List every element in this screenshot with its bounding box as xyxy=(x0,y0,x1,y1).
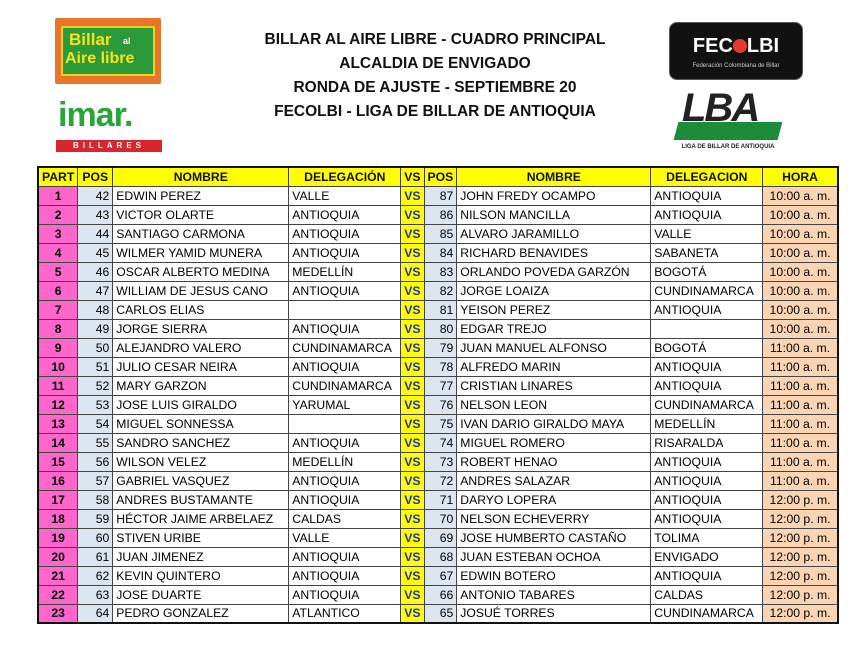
table-row xyxy=(38,604,838,623)
row-delegation1: ANTIOQUIA xyxy=(289,471,401,490)
lba-logo xyxy=(676,86,780,154)
row-name2: JOSUÉ TORRES xyxy=(457,604,651,623)
col-header-del2: DELEGACION xyxy=(651,167,763,186)
row-pos1: 48 xyxy=(78,300,113,319)
row-pos2: 73 xyxy=(424,452,457,471)
fecolbi-logo-word xyxy=(670,35,802,58)
row-delegation1 xyxy=(289,414,401,433)
row-vs: VS xyxy=(401,471,424,490)
row-delegation1: ATLANTICO xyxy=(289,604,401,623)
row-vs: VS xyxy=(401,433,424,452)
row-vs: VS xyxy=(401,319,424,338)
row-name2: DARYO LOPERA xyxy=(457,490,651,509)
row-vs: VS xyxy=(401,281,424,300)
row-pos2: 74 xyxy=(424,433,457,452)
row-vs: VS xyxy=(401,528,424,547)
row-pos1: 52 xyxy=(78,376,113,395)
row-delegation2: ANTIOQUIA xyxy=(651,509,763,528)
row-vs: VS xyxy=(401,357,424,376)
row-name2: JOHN FREDY OCAMPO xyxy=(457,186,651,205)
table-row xyxy=(38,319,838,338)
row-pos2: 87 xyxy=(424,186,457,205)
row-name1: WILSON VELEZ xyxy=(113,452,289,471)
row-delegation1: ANTIOQUIA xyxy=(289,490,401,509)
row-hora: 11:00 a. m. xyxy=(763,452,838,471)
row-pos2: 85 xyxy=(424,224,457,243)
table-row xyxy=(38,566,838,585)
row-name1: EDWIN PEREZ xyxy=(113,186,289,205)
row-pos1: 46 xyxy=(78,262,113,281)
row-part: 4 xyxy=(38,243,78,262)
row-name1: OSCAR ALBERTO MEDINA xyxy=(113,262,289,281)
row-pos1: 61 xyxy=(78,547,113,566)
row-pos2: 65 xyxy=(424,604,457,623)
row-hora: 10:00 a. m. xyxy=(763,281,838,300)
row-hora: 12:00 p. m. xyxy=(763,528,838,547)
row-delegation2: ENVIGADO xyxy=(651,547,763,566)
row-part: 16 xyxy=(38,471,78,490)
row-hora: 11:00 a. m. xyxy=(763,357,838,376)
row-pos2: 80 xyxy=(424,319,457,338)
row-delegation1: ANTIOQUIA xyxy=(289,319,401,338)
row-vs: VS xyxy=(401,300,424,319)
row-name2: JORGE LOAIZA xyxy=(457,281,651,300)
billar-logo-line2: Aire libre xyxy=(65,50,135,67)
row-name1: JOSE LUIS GIRALDO xyxy=(113,395,289,414)
row-name1: CARLOS ELIAS xyxy=(113,300,289,319)
row-delegation2: MEDELLÍN xyxy=(651,414,763,433)
row-name2: IVAN DARIO GIRALDO MAYA xyxy=(457,414,651,433)
row-vs: VS xyxy=(401,490,424,509)
row-delegation1: ANTIOQUIA xyxy=(289,547,401,566)
imar-logo-sub: BILLARES xyxy=(56,140,162,152)
row-pos2: 69 xyxy=(424,528,457,547)
row-part: 2 xyxy=(38,205,78,224)
row-pos2: 78 xyxy=(424,357,457,376)
row-name1: WILLIAM DE JESUS CANO xyxy=(113,281,289,300)
row-name1: ANDRES BUSTAMANTE xyxy=(113,490,289,509)
col-header-hora: HORA xyxy=(763,167,838,186)
row-hora: 11:00 a. m. xyxy=(763,471,838,490)
fecolbi-logo xyxy=(669,22,803,80)
table-body xyxy=(38,186,838,623)
table-row xyxy=(38,528,838,547)
row-hora: 12:00 p. m. xyxy=(763,547,838,566)
row-name2: ROBERT HENAO xyxy=(457,452,651,471)
row-vs: VS xyxy=(401,205,424,224)
row-delegation1: VALLE xyxy=(289,528,401,547)
table-row xyxy=(38,300,838,319)
fecolbi-logo-sub: Federación Colombiana de Billar xyxy=(692,63,780,69)
row-pos2: 66 xyxy=(424,585,457,604)
row-delegation1: ANTIOQUIA xyxy=(289,433,401,452)
table-row xyxy=(38,452,838,471)
row-name1: GABRIEL VASQUEZ xyxy=(113,471,289,490)
row-part: 14 xyxy=(38,433,78,452)
row-pos2: 79 xyxy=(424,338,457,357)
row-part: 6 xyxy=(38,281,78,300)
row-pos2: 75 xyxy=(424,414,457,433)
billar-logo-al: al xyxy=(123,36,131,46)
row-pos1: 43 xyxy=(78,205,113,224)
row-name1: JOSE DUARTE xyxy=(113,585,289,604)
row-pos2: 82 xyxy=(424,281,457,300)
table-row xyxy=(38,186,838,205)
row-part: 17 xyxy=(38,490,78,509)
row-hora: 12:00 p. m. xyxy=(763,566,838,585)
row-pos1: 56 xyxy=(78,452,113,471)
row-part: 8 xyxy=(38,319,78,338)
row-vs: VS xyxy=(401,452,424,471)
row-pos1: 53 xyxy=(78,395,113,414)
row-pos2: 76 xyxy=(424,395,457,414)
row-pos1: 47 xyxy=(78,281,113,300)
row-name2: EDGAR TREJO xyxy=(457,319,651,338)
row-delegation1: ANTIOQUIA xyxy=(289,243,401,262)
row-hora: 11:00 a. m. xyxy=(763,395,838,414)
row-delegation1: ANTIOQUIA xyxy=(289,566,401,585)
row-vs: VS xyxy=(401,262,424,281)
row-hora: 10:00 a. m. xyxy=(763,262,838,281)
row-name2: EDWIN BOTERO xyxy=(457,566,651,585)
row-pos1: 44 xyxy=(78,224,113,243)
row-vs: VS xyxy=(401,376,424,395)
row-name1: PEDRO GONZALEZ xyxy=(113,604,289,623)
row-delegation1: VALLE xyxy=(289,186,401,205)
row-pos2: 77 xyxy=(424,376,457,395)
row-part: 21 xyxy=(38,566,78,585)
billiard-ball-icon xyxy=(733,39,747,53)
page-header xyxy=(0,0,867,160)
row-name2: NELSON ECHEVERRY xyxy=(457,509,651,528)
row-delegation1: CUNDINAMARCA xyxy=(289,338,401,357)
table-row xyxy=(38,338,838,357)
row-name2: NELSON LEON xyxy=(457,395,651,414)
row-delegation1: ANTIOQUIA xyxy=(289,281,401,300)
row-pos1: 62 xyxy=(78,566,113,585)
row-hora: 12:00 p. m. xyxy=(763,604,838,623)
row-pos1: 63 xyxy=(78,585,113,604)
row-delegation2: VALLE xyxy=(651,224,763,243)
draw-table xyxy=(37,166,839,624)
row-delegation2: SABANETA xyxy=(651,243,763,262)
row-delegation1: CUNDINAMARCA xyxy=(289,376,401,395)
row-hora: 11:00 a. m. xyxy=(763,376,838,395)
row-vs: VS xyxy=(401,243,424,262)
row-vs: VS xyxy=(401,509,424,528)
row-pos2: 67 xyxy=(424,566,457,585)
row-part: 13 xyxy=(38,414,78,433)
row-part: 22 xyxy=(38,585,78,604)
row-name1: JORGE SIERRA xyxy=(113,319,289,338)
row-part: 5 xyxy=(38,262,78,281)
row-delegation2: BOGOTÁ xyxy=(651,262,763,281)
row-hora: 10:00 a. m. xyxy=(763,186,838,205)
row-name2: JOSE HUMBERTO CASTAÑO xyxy=(457,528,651,547)
billar-logo-line1: Billar xyxy=(69,30,112,49)
table-row xyxy=(38,490,838,509)
row-vs: VS xyxy=(401,224,424,243)
row-delegation2: ANTIOQUIA xyxy=(651,205,763,224)
row-delegation1: CALDAS xyxy=(289,509,401,528)
row-pos2: 70 xyxy=(424,509,457,528)
col-header-vs: VS xyxy=(401,167,424,186)
row-delegation1: ANTIOQUIA xyxy=(289,585,401,604)
col-header-part: PART xyxy=(38,167,78,186)
row-delegation2: ANTIOQUIA xyxy=(651,471,763,490)
row-name2: JUAN ESTEBAN OCHOA xyxy=(457,547,651,566)
row-part: 9 xyxy=(38,338,78,357)
table-row xyxy=(38,281,838,300)
row-pos1: 49 xyxy=(78,319,113,338)
imar-billares-logo xyxy=(56,94,162,152)
row-vs: VS xyxy=(401,566,424,585)
row-hora: 11:00 a. m. xyxy=(763,433,838,452)
row-delegation1: YARUMAL xyxy=(289,395,401,414)
row-delegation2: CUNDINAMARCA xyxy=(651,281,763,300)
row-delegation1: ANTIOQUIA xyxy=(289,224,401,243)
row-name2: ALVARO JARAMILLO xyxy=(457,224,651,243)
billar-aire-libre-logo xyxy=(55,18,161,84)
row-hora: 12:00 p. m. xyxy=(763,585,838,604)
row-delegation2: BOGOTÁ xyxy=(651,338,763,357)
row-delegation2: ANTIOQUIA xyxy=(651,376,763,395)
row-name1: SANTIAGO CARMONA xyxy=(113,224,289,243)
row-delegation2: CALDAS xyxy=(651,585,763,604)
row-pos2: 71 xyxy=(424,490,457,509)
row-name1: JUAN JIMENEZ xyxy=(113,547,289,566)
row-delegation1: MEDELLÍN xyxy=(289,262,401,281)
row-pos2: 83 xyxy=(424,262,457,281)
row-pos1: 45 xyxy=(78,243,113,262)
table-row xyxy=(38,414,838,433)
row-vs: VS xyxy=(401,585,424,604)
title-line-3: RONDA DE AJUSTE - SEPTIEMBRE 20 xyxy=(293,79,577,96)
row-part: 18 xyxy=(38,509,78,528)
row-name2: NILSON MANCILLA xyxy=(457,205,651,224)
row-part: 3 xyxy=(38,224,78,243)
table-row xyxy=(38,433,838,452)
row-delegation1 xyxy=(289,300,401,319)
row-name1: MARY GARZON xyxy=(113,376,289,395)
table-row xyxy=(38,509,838,528)
row-pos1: 60 xyxy=(78,528,113,547)
fecolbi-logo-word-pre: FEC xyxy=(692,35,733,57)
row-name2: RICHARD BENAVIDES xyxy=(457,243,651,262)
row-hora: 11:00 a. m. xyxy=(763,414,838,433)
lba-logo-word: LBA xyxy=(682,86,759,130)
row-delegation2: ANTIOQUIA xyxy=(651,452,763,471)
row-pos1: 55 xyxy=(78,433,113,452)
row-delegation2: ANTIOQUIA xyxy=(651,186,763,205)
table-row xyxy=(38,205,838,224)
row-name2: CRISTIAN LINARES xyxy=(457,376,651,395)
row-name1: HÉCTOR JAIME ARBELAEZ xyxy=(113,509,289,528)
table-header-row xyxy=(38,167,838,186)
row-delegation2: CUNDINAMARCA xyxy=(651,395,763,414)
row-hora: 12:00 p. m. xyxy=(763,509,838,528)
table-row xyxy=(38,224,838,243)
row-hora: 11:00 a. m. xyxy=(763,338,838,357)
row-pos1: 51 xyxy=(78,357,113,376)
col-header-name2: NOMBRE xyxy=(457,167,651,186)
row-name1: WILMER YAMID MUNERA xyxy=(113,243,289,262)
row-delegation2: CUNDINAMARCA xyxy=(651,604,763,623)
table-row xyxy=(38,357,838,376)
row-pos1: 59 xyxy=(78,509,113,528)
row-name2: MIGUEL ROMERO xyxy=(457,433,651,452)
row-vs: VS xyxy=(401,186,424,205)
title-line-2: ALCALDIA DE ENVIGADO xyxy=(339,55,531,72)
col-header-del1: DELEGACIÓN xyxy=(289,167,401,186)
table-row xyxy=(38,376,838,395)
row-hora: 10:00 a. m. xyxy=(763,224,838,243)
row-hora: 12:00 p. m. xyxy=(763,490,838,509)
row-delegation2: ANTIOQUIA xyxy=(651,300,763,319)
row-part: 12 xyxy=(38,395,78,414)
row-pos1: 57 xyxy=(78,471,113,490)
row-pos2: 86 xyxy=(424,205,457,224)
row-part: 7 xyxy=(38,300,78,319)
col-header-name1: NOMBRE xyxy=(113,167,289,186)
row-pos1: 58 xyxy=(78,490,113,509)
row-name2: YEISON PEREZ xyxy=(457,300,651,319)
row-part: 20 xyxy=(38,547,78,566)
row-hora: 10:00 a. m. xyxy=(763,300,838,319)
row-part: 15 xyxy=(38,452,78,471)
table-row xyxy=(38,471,838,490)
table-row xyxy=(38,585,838,604)
col-header-pos2: POS xyxy=(424,167,457,186)
row-delegation1: ANTIOQUIA xyxy=(289,205,401,224)
lba-logo-sub: LIGA DE BILLAR DE ANTIOQUIA xyxy=(681,144,775,150)
row-pos1: 64 xyxy=(78,604,113,623)
row-part: 11 xyxy=(38,376,78,395)
row-name1: VICTOR OLARTE xyxy=(113,205,289,224)
title-line-4: FECOLBI - LIGA DE BILLAR DE ANTIOQUIA xyxy=(274,103,596,120)
row-vs: VS xyxy=(401,395,424,414)
row-delegation2: TOLIMA xyxy=(651,528,763,547)
row-vs: VS xyxy=(401,414,424,433)
row-name1: STIVEN URIBE xyxy=(113,528,289,547)
col-header-pos1: POS xyxy=(78,167,113,186)
row-name1: ALEJANDRO VALERO xyxy=(113,338,289,357)
row-name2: ORLANDO POVEDA GARZÓN xyxy=(457,262,651,281)
row-pos2: 68 xyxy=(424,547,457,566)
row-pos2: 81 xyxy=(424,300,457,319)
row-hora: 10:00 a. m. xyxy=(763,205,838,224)
row-delegation1: ANTIOQUIA xyxy=(289,357,401,376)
table-row xyxy=(38,395,838,414)
row-delegation2: RISARALDA xyxy=(651,433,763,452)
row-pos1: 54 xyxy=(78,414,113,433)
row-delegation1: MEDELLÍN xyxy=(289,452,401,471)
table-row xyxy=(38,243,838,262)
row-hora: 10:00 a. m. xyxy=(763,243,838,262)
row-vs: VS xyxy=(401,604,424,623)
row-part: 10 xyxy=(38,357,78,376)
row-vs: VS xyxy=(401,547,424,566)
imar-logo-word: imar. xyxy=(58,96,133,134)
row-delegation2: ANTIOQUIA xyxy=(651,357,763,376)
row-pos2: 84 xyxy=(424,243,457,262)
row-delegation2 xyxy=(651,319,763,338)
title-line-1: BILLAR AL AIRE LIBRE - CUADRO PRINCIPAL xyxy=(264,31,606,48)
row-name1: KEVIN QUINTERO xyxy=(113,566,289,585)
row-delegation2: ANTIOQUIA xyxy=(651,490,763,509)
fecolbi-logo-word-post: LBI xyxy=(746,35,780,57)
row-name2: ANDRES SALAZAR xyxy=(457,471,651,490)
row-vs: VS xyxy=(401,338,424,357)
table-row xyxy=(38,262,838,281)
row-hora: 10:00 a. m. xyxy=(763,319,838,338)
title-block xyxy=(200,28,670,124)
row-part: 19 xyxy=(38,528,78,547)
row-name1: MIGUEL SONNESSA xyxy=(113,414,289,433)
row-name2: ALFREDO MARIN xyxy=(457,357,651,376)
row-name1: JULIO CESAR NEIRA xyxy=(113,357,289,376)
row-part: 1 xyxy=(38,186,78,205)
row-pos1: 50 xyxy=(78,338,113,357)
row-name2: ANTONIO TABARES xyxy=(457,585,651,604)
row-name2: JUAN MANUEL ALFONSO xyxy=(457,338,651,357)
row-pos2: 72 xyxy=(424,471,457,490)
row-name1: SANDRO SANCHEZ xyxy=(113,433,289,452)
row-part: 23 xyxy=(38,604,78,623)
row-delegation2: ANTIOQUIA xyxy=(651,566,763,585)
row-pos1: 42 xyxy=(78,186,113,205)
table-row xyxy=(38,547,838,566)
